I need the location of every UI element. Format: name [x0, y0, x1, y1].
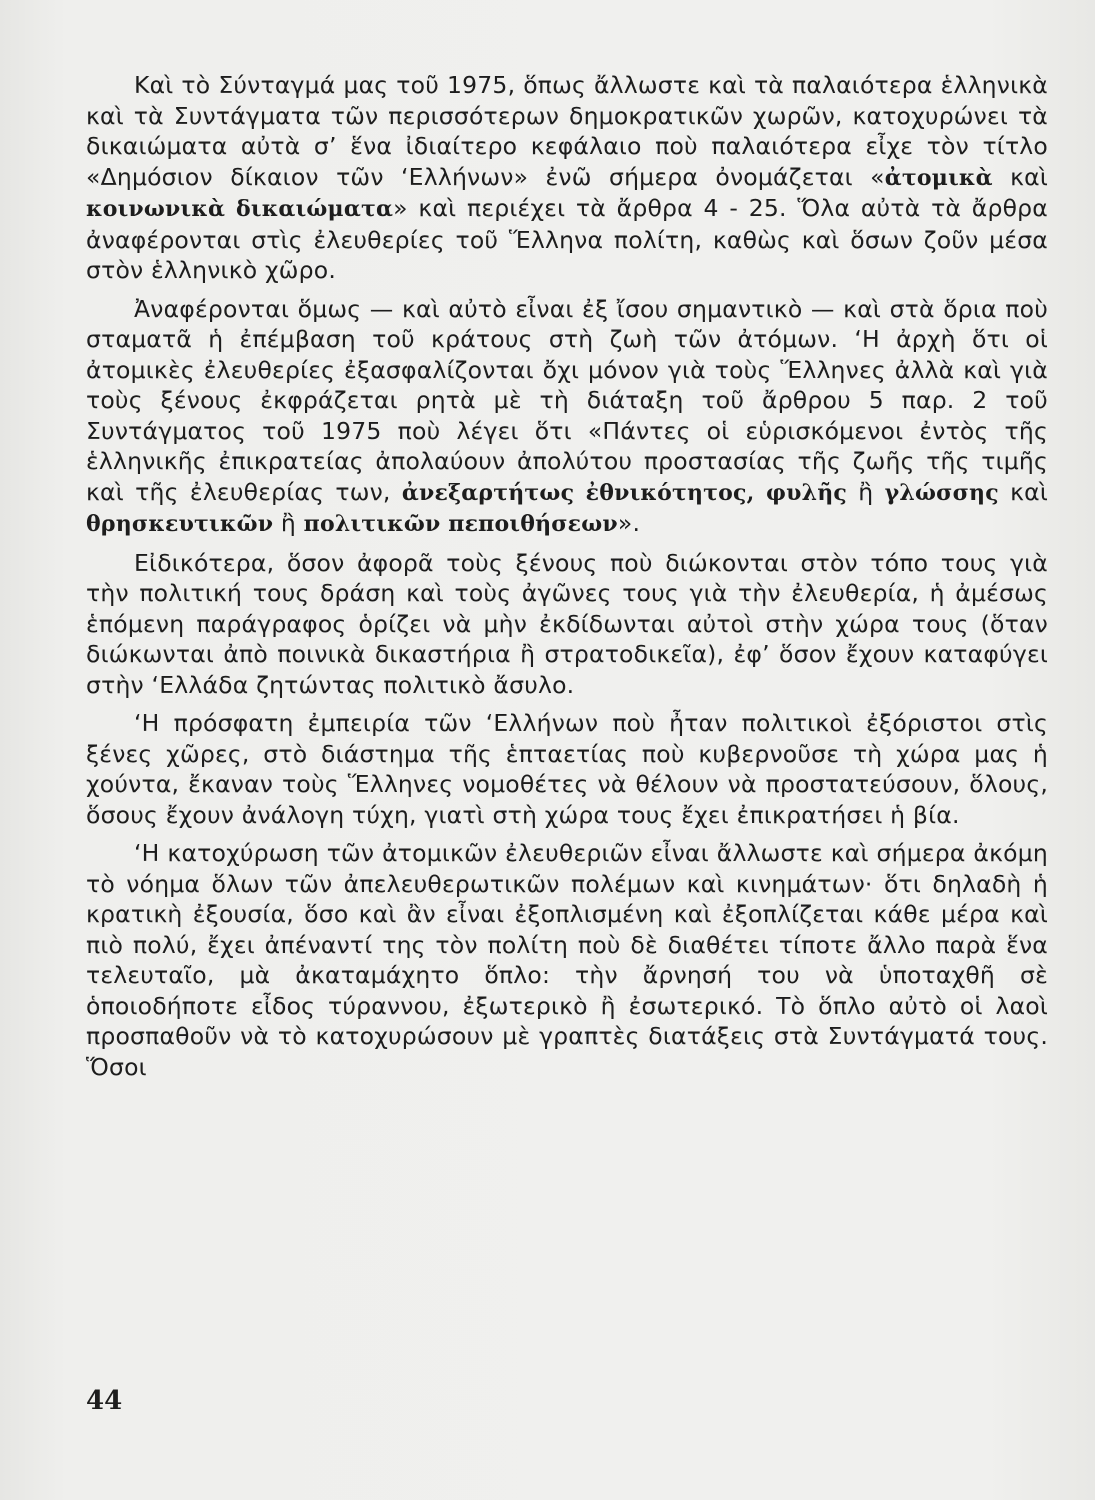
text-segment: » καὶ περιέχει τὰ ἄρθρα 4 - 25. Ὅλα αὐτὰ τὰ ἄρθρα ἀναφέρονται στὶς ἐλευθερίες τοῦ Ἕλληνα πολίτη, καθὼς καὶ ὅσων ζοῦν μέσα στὸν ἑλληνικὸ χῶρο. — [86, 194, 1048, 284]
text-segment: ‘Η πρόσφατη ἐμπειρία τῶν ‘Ελλήνων ποὺ ἦταν πολιτικοὶ ἐξόριστοι στὶς ξένες χῶρες, στὸ διάστημα τῆς ἑπταετίας ποὺ κυβερνοῦσε τὴ χώρα μας ἡ χούντα, ἔκαναν τοὺς Ἕλληνες νομοθέτες νὰ θέλουν νὰ προστατεύσουν, ὅλους, ὅσους ἔχουν ἀνάλογη τύχη, γιατὶ στὴ χώρα τους ἔχει ἐπικρατήσει ἡ βία. — [86, 709, 1048, 829]
text-segment: Ἀναφέρονται ὅμως — καὶ αὐτὸ εἶναι ἐξ ἴσου σημαντικὸ — καὶ στὰ ὅρια ποὺ σταματᾶ ἡ ἐπέμβαση τοῦ κράτους στὴ ζωὴ τῶν ἀτόμων. ‘Η ἀρχὴ ὅτι οἱ ἀτομικὲς ἐλευθερίες ἐξασφαλίζονται ὄχι μόνον γιὰ τοὺς Ἕλληνες ἀλλὰ καὶ γιὰ τοὺς ξένους ἐκφράζεται ρητὰ μὲ τὴ διάταξη τοῦ ἄρθρου 5 παρ. 2 τοῦ Συντάγματος τοῦ 1975 ποὺ λέγει ὅτι «Πάντες οἱ εὑρισκόμενοι ἐντὸς τῆς ἑλληνικῆς ἐπικρατείας ἀπολαύουν ἀπολύτου προστασίας τῆς ζωῆς τῆς τιμῆς καὶ τῆς ἐλευθερίας των, — [86, 294, 1048, 506]
text-segment: καὶ — [992, 162, 1049, 191]
text-segment: ». — [617, 509, 641, 537]
bold-text-segment: κοινωνικὰ δικαιώματα — [86, 196, 394, 222]
text-segment: καὶ — [998, 477, 1048, 506]
body-text — [86, 70, 1048, 1090]
text-segment: Εἰδικότερα, ὅσον ἀφορᾶ τοὺς ξένους ποὺ διώκονται στὸν τόπο τους γιὰ τὴν πολιτική τους δράση καὶ τοὺς ἀγῶνες τους γιὰ τὴν ἐλευθερία, ἡ ἀμέσως ἑπόμενη παράγραφος ὁρίζει νὰ μὴν ἐκδίδωνται αὐτοὶ στὴν χώρα τους (ὅταν διώκωνται ἀπὸ ποινικὰ δικαστήρια ἢ στρατοδικεῖα), ἐφ’ ὅσον ἔχουν καταφύγει στὴν ‘Ελλάδα ζητώντας πολιτικὸ ἄσυλο. — [86, 548, 1048, 699]
paragraph — [86, 708, 1048, 830]
paragraph — [86, 548, 1048, 701]
page-number: 44 — [86, 1386, 123, 1416]
bold-text-segment: ἀτομικὰ — [884, 164, 993, 191]
bold-text-segment: πολιτικῶν πεποιθήσεων — [303, 511, 618, 537]
text-segment: ἢ — [846, 477, 885, 506]
paragraph — [86, 294, 1048, 540]
paragraph — [86, 70, 1048, 286]
bold-text-segment: γλώσσης — [884, 479, 999, 506]
bold-text-segment: ἀνεξαρτήτως ἐθνικότητος, φυλῆς — [401, 479, 847, 506]
text-segment: ἢ — [273, 509, 304, 537]
text-segment: ‘Η κατοχύρωση τῶν ἀτομικῶν ἐλευθεριῶν εἶναι ἄλλωστε καὶ σήμερα ἀκόμη τὸ νόημα ὅλων τῶν ἀπελευθερωτικῶν πολέμων καὶ κινημάτων· ὅτι δηλαδὴ ἡ κρατικὴ ἐξουσία, ὅσο καὶ ἂν εἶναι ἐξοπλισμένη καὶ ἐξοπλίζεται κάθε μέρα καὶ πιὸ πολύ, ἔχει ἀπέναντί της τὸν πολίτη ποὺ δὲ διαθέτει τίποτε ἄλλο παρὰ ἕνα τελευταῖο, μὰ ἀκαταμάχητο ὅπλο: τὴν ἄρνησή του νὰ ὑποταχθῆ σὲ ὁποιοδήποτε εἶδος τύραννου, ἐξωτερικὸ ἢ ἐσωτερικό. Τὸ ὅπλο αὐτὸ οἱ λαοὶ προσπαθοῦν νὰ τὸ κατοχυρώσουν μὲ γραπτὲς διατάξεις στὰ Συντάγματά τους. Ὅσοι — [86, 839, 1048, 1081]
bold-text-segment: θρησκευτικῶν — [86, 511, 274, 537]
text-segment: Καὶ τὸ Σύνταγμά μας τοῦ 1975, ὅπως ἄλλωστε καὶ τὰ παλαιότερα ἑλληνικὰ καὶ τὰ Συντάγματα τῶν περισσότερων δημοκρατικῶν χωρῶν, κατοχυρώνει τὰ δικαιώματα αὐτὰ σ’ ἕνα ἰδιαίτερο κεφάλαιο ποὺ παλαιότερα εἶχε τὸν τίτλο «Δημόσιον δίκαιον τῶν ‘Ελλήνων» ἐνῶ σήμερα ὀνομάζεται « — [86, 71, 1048, 191]
paragraph — [86, 838, 1048, 1082]
